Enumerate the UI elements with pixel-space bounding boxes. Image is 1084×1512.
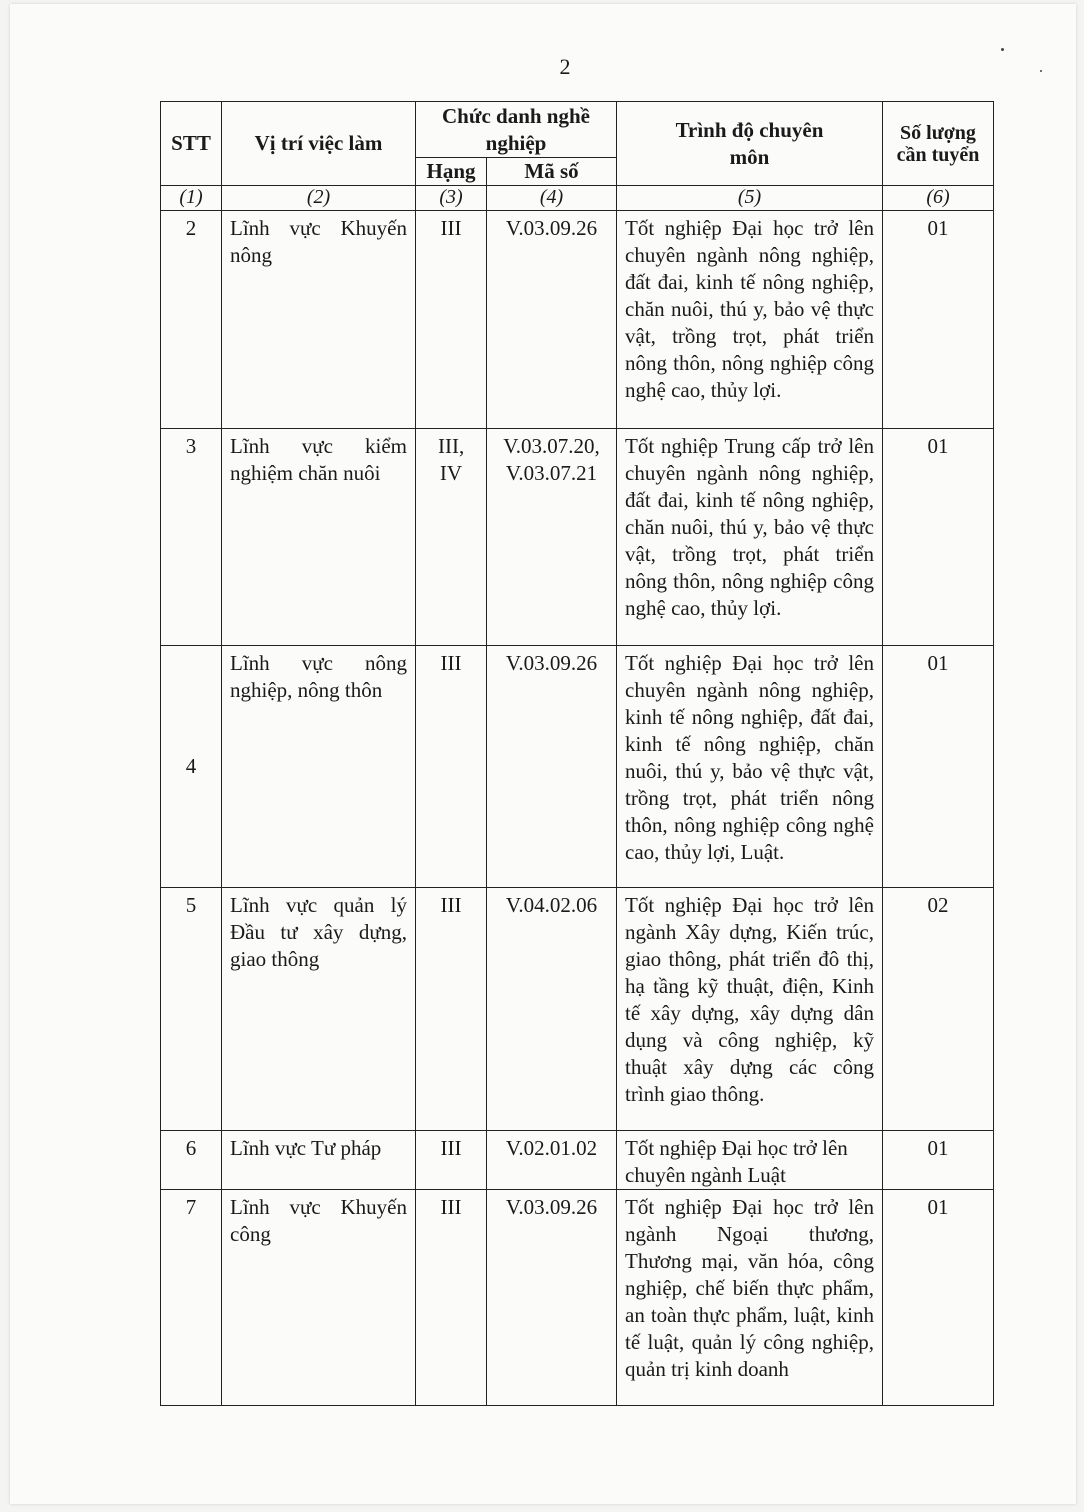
column-number: (5) [617,186,883,211]
code-cell: V.03.07.20, V.03.07.21 [503,434,600,485]
column-number: (4) [487,186,617,211]
header-row [161,102,994,158]
position-cell: Lĩnh vực kiểm nghiệm chăn nuôi [230,434,407,485]
rank-cell: III [440,893,462,917]
qualification-cell: Tốt nghiệp Đại học trở lên chuyên ngành Luật [625,1136,848,1187]
quantity-cell: 01 [927,216,949,240]
header-qualification: Trình độ chuyên môn [617,102,883,186]
header-position: Vị trí việc làm [222,102,416,186]
qualification-cell: Tốt nghiệp Đại học trở lên chuyên ngành nông nghiệp, đất đai, kinh tế nông nghiệp, chăn nuôi, thú y, bảo vệ thực vật, trồng trọt, phát triển nông thôn, nông nghiệp công nghệ cao, thủy lợi. [625,216,874,402]
quantity-cell: 02 [927,893,949,917]
header-stt: STT [161,102,222,186]
column-number: (6) [883,186,994,211]
column-number: (3) [416,186,487,211]
quantity-cell: 01 [927,1195,949,1219]
code-cell: V.04.02.06 [505,893,598,917]
header-rank: Hạng [416,158,487,186]
code-cell: V.03.09.26 [505,1195,598,1219]
stt-cell: 2 [185,216,197,240]
rank-cell: III [440,216,462,240]
position-cell: Lĩnh vực Khuyến nông [230,216,407,267]
qualification-cell: Tốt nghiệp Đại học trở lên chuyên ngành nông nghiệp, kinh tế nông nghiệp, đất đai, kinh tế nông nghiệp, chăn nuôi, thú y, bảo vệ thực vật, trồng trọt, phát triển nông thôn, nông nghiệp công nghệ cao, thủy lợi, Luật. [625,651,874,864]
code-cell: V.02.01.02 [505,1136,598,1160]
stt-cell: 3 [185,434,197,458]
rank-cell: III [440,1136,462,1160]
table-row [161,1131,994,1190]
rank-cell: III [440,651,462,675]
qualification-cell: Tốt nghiệp Đại học trở lên ngành Ngoại thương, Thương mại, văn hóa, công nghiệp, chế biến thực phẩm, an toàn thực phẩm, luật, kinh tế luật, quản lý công nghiệp, quản trị kinh doanh [625,1195,874,1381]
stt-cell: 7 [185,1195,197,1219]
table-row [161,646,994,888]
column-number: (2) [222,186,416,211]
column-number-row [161,186,994,211]
stt-cell: 6 [185,1136,197,1160]
position-cell: Lĩnh vực Khuyến công [230,1195,407,1246]
stt-cell: 4 [185,754,197,778]
stt-cell: 5 [185,893,197,917]
quantity-cell: 01 [927,651,949,675]
header-code: Mã số [487,158,617,186]
code-cell: V.03.09.26 [505,216,598,240]
table-row [161,211,994,429]
quantity-cell: 01 [927,1136,949,1160]
recruitment-table [160,101,994,1406]
qualification-cell: Tốt nghiệp Đại học trở lên ngành Xây dựng, Kiến trúc, giao thông, phát triển đô thị, hạ tầng kỹ thuật, điện, Kinh tế xây dựng, xây dựng dân dụng và công nghiệp, kỹ thuật xây dựng các công trình giao thông. [625,893,874,1106]
header-title-group: Chức danh nghề nghiệp [416,102,617,158]
table-row [161,888,994,1131]
header-quantity: Số lượng cần tuyển [883,102,994,186]
code-cell: V.03.09.26 [505,651,598,675]
position-cell: Lĩnh vực quản lý Đầu tư xây dựng, giao thông [230,893,407,971]
scan-speck [1001,48,1004,51]
rank-cell: III, IV [438,434,465,485]
quantity-cell: 01 [927,434,949,458]
page-number: 2 [559,54,571,79]
table-row [161,1190,994,1406]
table-row [161,429,994,646]
qualification-cell: Tốt nghiệp Trung cấp trở lên chuyên ngành nông nghiệp, đất đai, kinh tế nông nghiệp, chăn nuôi, thú y, bảo vệ thực vật, trồng trọt, phát triển nông thôn, nông nghiệp công nghệ cao, thủy lợi. [625,434,874,620]
position-cell: Lĩnh vực Tư pháp [230,1136,382,1160]
column-number: (1) [161,186,222,211]
position-cell: Lĩnh vực nông nghiệp, nông thôn [230,651,407,702]
rank-cell: III [440,1195,462,1219]
